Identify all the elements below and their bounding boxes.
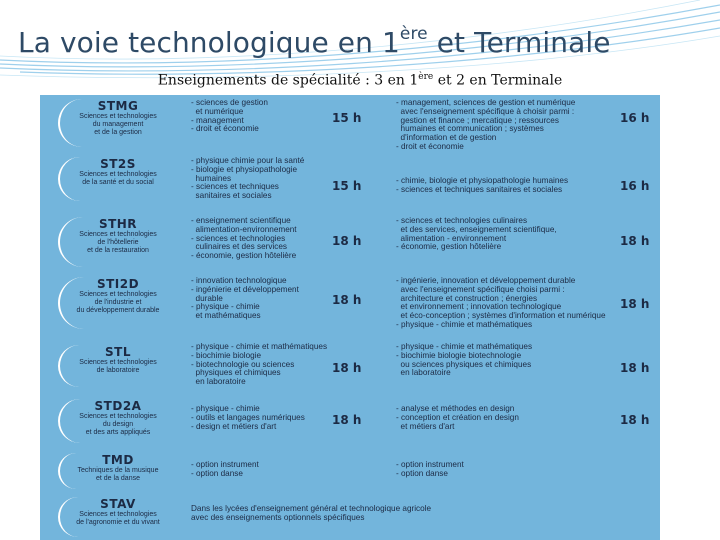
- track-code: STAV: [100, 497, 136, 511]
- first-year-subjects: - option instrument - option danse: [191, 460, 259, 478]
- page-subtitle: Enseignements de spécialité : 3 en 1ère et 2 en Terminale: [157, 72, 563, 89]
- final-year-subjects: - management, sciences de gestion et numérique avec l'enseignement spécifique à choisir parmi : gestion et finance ; mercatique ; ressources humaines et communication ; systèmes d'information et de gestion - droit et économie: [396, 98, 576, 151]
- track-full-name: Sciences et technologies de la santé et du social: [79, 171, 157, 186]
- final-year-subjects: - physique - chimie et mathématiques - biochimie biologie biotechnologie ou sciences physiques et chimiques en laboratoire: [396, 342, 533, 378]
- first-year-hours: 18 h: [332, 234, 362, 248]
- page-title: La voie technologique en 1ère et Terminale: [18, 23, 611, 59]
- final-year-subjects: - ingénierie, innovation et développement durable avec l'enseignement spécifique choisi parmi : architecture et construction ; énergies et environnement ; innovation technologique et éco-conception ; systèmes d'information et numérique - physique - chimie et mathématiques: [396, 276, 606, 329]
- track-full-name: Sciences et technologies de laboratoire: [79, 359, 157, 374]
- first-year-subjects: - physique - chimie - outils et langages numériques - design et métiers d'art: [191, 404, 305, 431]
- track-bubble: [58, 99, 176, 147]
- first-year-subjects: - innovation technologique - ingénierie et développement durable - physique - chimie et mathématiques: [191, 276, 299, 321]
- track-code: STHR: [98, 217, 138, 231]
- first-year-subjects: - sciences de gestion et numérique - management - droit et économie: [191, 98, 268, 134]
- track-bubble: [58, 217, 176, 267]
- final-year-hours: 16 h: [620, 111, 650, 125]
- track-code: TMD: [102, 453, 134, 467]
- final-year-hours: 16 h: [620, 179, 650, 193]
- track-bubble: [58, 453, 176, 489]
- final-year-subjects: - analyse et méthodes en design - conception et création en design et métiers d'art: [396, 404, 519, 431]
- first-year-hours: 15 h: [332, 179, 362, 193]
- first-year-subjects: - physique - chimie et mathématiques - biochimie biologie - biotechnologie ou sciences physiques et chimiques en laboratoire: [191, 342, 328, 387]
- first-year-subjects: - physique chimie pour la santé - biologie et physiopathologie humaines - sciences et techniques sanitaires et sociales: [191, 156, 305, 201]
- track-full-name: Techniques de la musique et de la danse: [77, 467, 159, 482]
- track-full-name: Sciences et technologies de l'agronomie et du vivant: [76, 511, 160, 526]
- track-code: STMG: [97, 99, 139, 113]
- final-year-subjects: - option instrument - option danse: [396, 460, 464, 478]
- track-code: STL: [105, 345, 131, 359]
- track-code: STI2D: [96, 277, 140, 291]
- track-code: ST2S: [100, 157, 136, 171]
- track-bubble: [58, 345, 176, 387]
- final-year-hours: 18 h: [620, 234, 650, 248]
- track-full-name: Sciences et technologies de l'hôtellerie et de la restauration: [79, 231, 157, 254]
- track-bubble: [58, 277, 176, 329]
- track-full-name: Sciences et technologies du design et des arts appliqués: [79, 413, 157, 436]
- track-bubble: [58, 497, 176, 537]
- specialty-table: [40, 95, 660, 540]
- final-year-subjects: - sciences et technologies culinaires et des services, enseignement scientifique, alimentation - environnement - économie, gestion hôtelière: [396, 216, 557, 252]
- track-full-name: Sciences et technologies du management et de la gestion: [79, 113, 157, 136]
- track-bubble: [58, 399, 176, 443]
- track-bubble: [58, 157, 176, 201]
- final-year-hours: 18 h: [620, 361, 650, 375]
- final-year-subjects: - chimie, biologie et physiopathologie humaines - sciences et techniques sanitaires et sociales: [396, 176, 569, 194]
- track-full-name: Sciences et technologies de l'industrie et du développement durable: [76, 291, 160, 314]
- stav-note: Dans les lycées d'enseignement général et technologique agricole avec des enseignements optionnels spécifiques: [191, 504, 432, 522]
- final-year-hours: 18 h: [620, 297, 650, 311]
- final-year-hours: 18 h: [620, 413, 650, 427]
- track-code: STD2A: [94, 399, 142, 413]
- first-year-hours: 15 h: [332, 111, 362, 125]
- first-year-hours: 18 h: [332, 293, 362, 307]
- first-year-subjects: - enseignement scientifique alimentation-environnement - sciences et technologies culinaires et des services - économie, gestion hôtelière: [191, 216, 297, 261]
- first-year-hours: 18 h: [332, 361, 362, 375]
- first-year-hours: 18 h: [332, 413, 362, 427]
